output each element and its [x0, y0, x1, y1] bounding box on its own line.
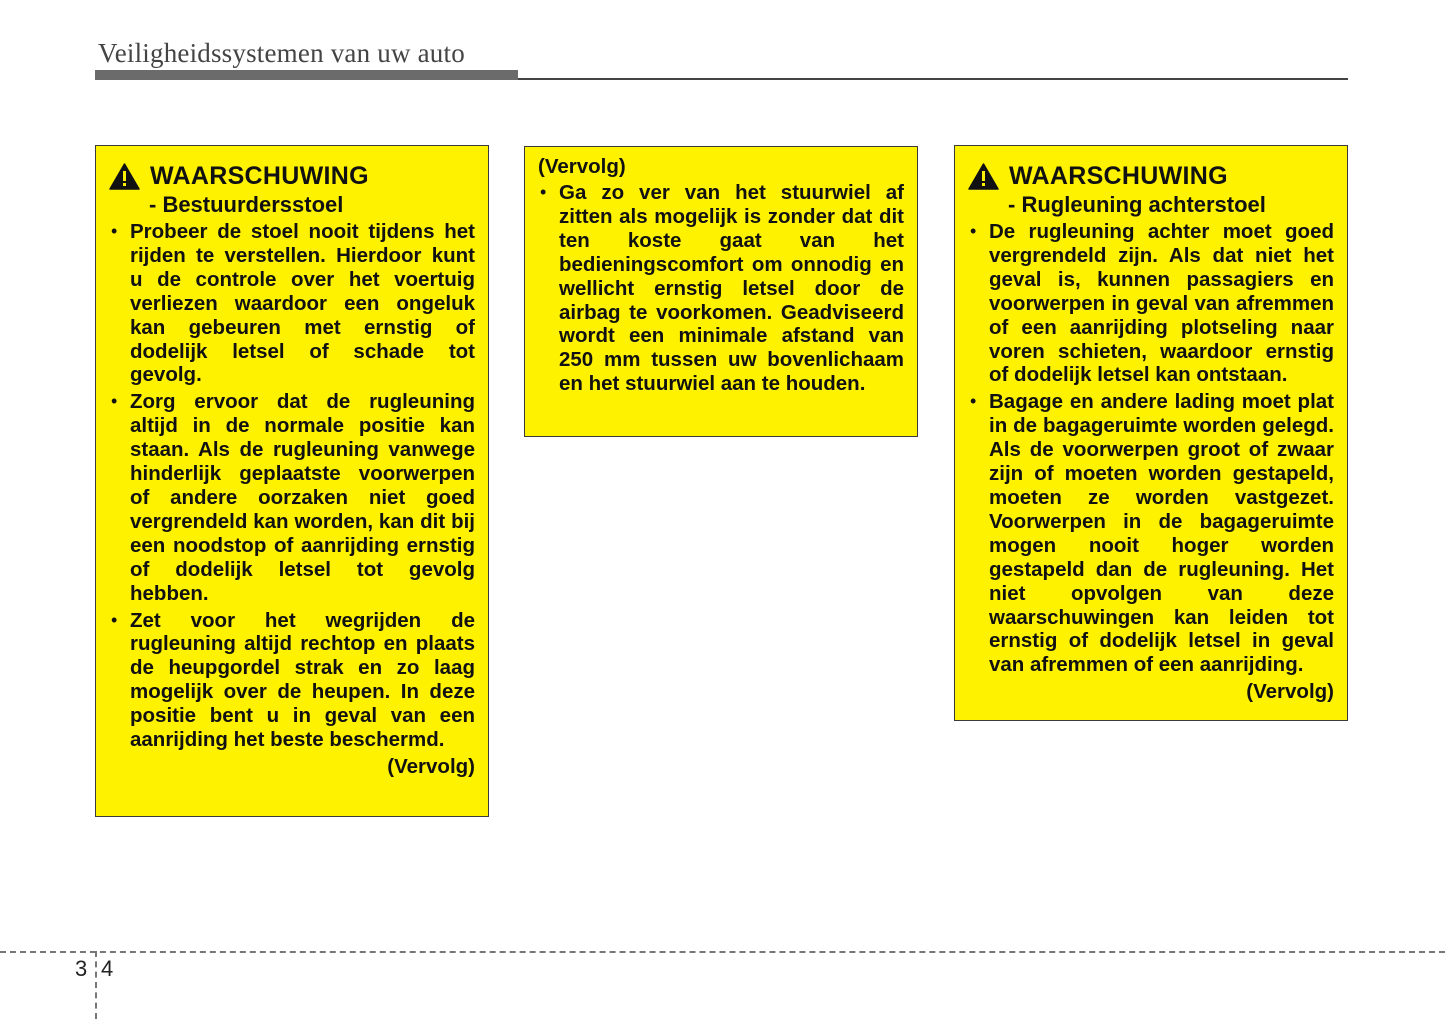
warning-box-continued — [524, 146, 918, 437]
header-rule-thick — [95, 70, 518, 80]
list-item: • De rugleuning achter moet goed vergrendeld zijn. Als dat niet het geval is, kunnen passagiers en voorwerpen in geval van afremmen of een aanrijding plotseling naar voren schieten, waardoor ernstig of dodelijk letsel kan ontstaan. — [970, 220, 1334, 387]
list-item: • Zorg ervoor dat de rugleuning altijd in de normale positie kan staan. Als de rugleuning vanwege hinderlijk geplaatste voorwerpen of andere oorzaken niet goed vergrendeld kan worden, kan dit bij een noodstop of aanrijding ernstig of dodelijk letsel tot gevolg hebben. — [111, 390, 475, 605]
footer-page-divider — [95, 951, 97, 1019]
warning-triangle-icon — [968, 163, 999, 190]
list-item: • Probeer de stoel nooit tijdens het rijden te verstellen. Hierdoor kunt u de controle over het voertuig verliezen waardoor een ongeluk kan gebeuren met ernstig of dodelijk letsel of schade tot gevolg. — [111, 220, 475, 387]
warning-subtitle: - Rugleuning achterstoel — [1008, 192, 1266, 217]
header-rule-thin — [518, 78, 1348, 80]
continued-label: (Vervolg) — [1246, 680, 1334, 704]
warning-header — [109, 162, 475, 191]
warning-title: WAARSCHUWING — [150, 162, 369, 190]
page-header-title: Veiligheidssystemen van uw auto — [98, 38, 465, 68]
warning-list — [968, 220, 1334, 677]
page-number: 4 — [101, 956, 114, 981]
continued-label: (Vervolg) — [387, 754, 475, 778]
list-item: • Zet voor het wegrijden de rugleuning altijd rechtop en plaats de heupgordel strak en zo laag mogelijk over de heupen. In deze positie bent u in geval van een aanrijding het beste beschermd. — [111, 608, 475, 752]
list-item: • Ga zo ver van het stuurwiel af zitten als mogelijk is zonder dat dit ten koste gaat van het bedieningscomfort om onnodig en wellicht ernstig letsel door de airbag te voorkomen. Geadviseerd wordt een minimale afstand van 250 mm tussen uw bovenlichaam en het stuurwiel aan te houden. — [540, 181, 904, 396]
warning-box-rear-seatback — [954, 145, 1348, 721]
warning-header — [968, 162, 1334, 191]
chapter-number: 3 — [75, 956, 88, 981]
list-item: • Bagage en andere lading moet plat in de bagageruimte worden gelegd. Als de voorwerpen groot of zwaar zijn of moeten worden gestapeld, moeten ze worden vastgezet. Voorwerpen in de bagageruimte mogen nooit hoger worden gestapeld dan de rugleuning. Het niet opvolgen van deze waarschuwingen kan leiden tot ernstig of dodelijk letsel in geval van afremmen of een aanrijding. — [970, 390, 1334, 677]
footer-divider — [0, 951, 1445, 953]
warning-box-driver-seat — [95, 145, 489, 817]
warning-list — [538, 181, 904, 396]
warning-subtitle: - Bestuurdersstoel — [149, 192, 344, 217]
warning-list — [109, 220, 475, 752]
continued-heading: (Vervolg) — [538, 155, 626, 178]
warning-title: WAARSCHUWING — [1009, 162, 1228, 190]
warning-triangle-icon — [109, 163, 140, 190]
